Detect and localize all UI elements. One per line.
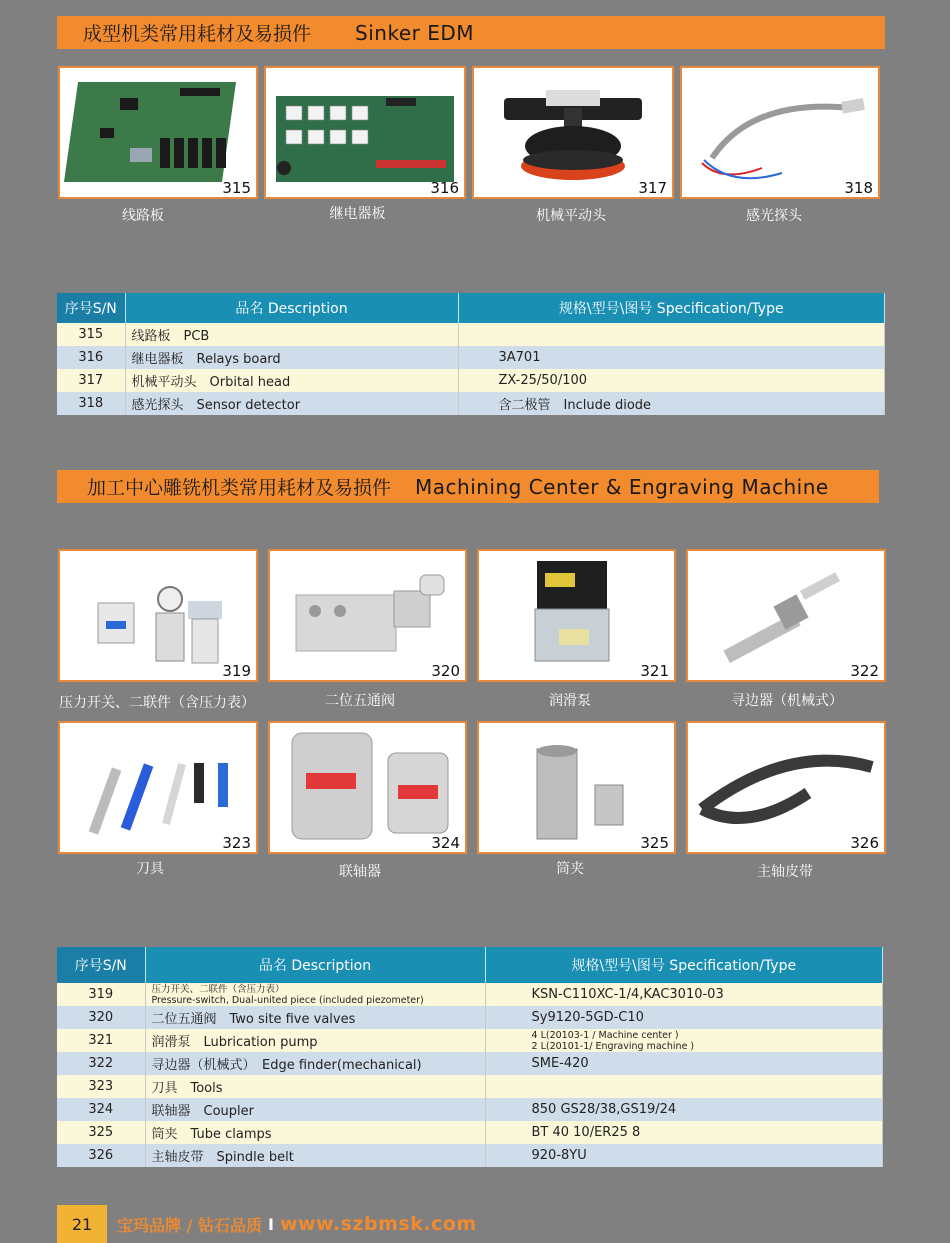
table-row bbox=[57, 369, 885, 392]
row-sn: 318 bbox=[57, 392, 125, 415]
table-row bbox=[57, 1075, 883, 1098]
product-photo-edge-finder bbox=[686, 549, 886, 682]
row-sn: 323 bbox=[57, 1075, 145, 1098]
row-sn: 321 bbox=[57, 1029, 145, 1052]
row-specification: 含二极管 Include diode bbox=[458, 392, 885, 415]
section-title-en: Machining Center & Engraving Machine bbox=[415, 474, 829, 499]
row-description-en: Pressure-switch, Dual-united piece (included piezometer) bbox=[151, 994, 424, 1006]
product-caption: 寻边器（机械式） bbox=[731, 693, 843, 709]
item-number: 316 bbox=[430, 179, 459, 197]
product-photo-sensor-detector bbox=[680, 66, 880, 199]
product-caption: 机械平动头 bbox=[536, 208, 606, 224]
product-photo-coupler bbox=[268, 721, 467, 854]
row-specification bbox=[458, 323, 885, 346]
product-caption: 继电器板 bbox=[329, 206, 386, 222]
item-number: 320 bbox=[431, 662, 460, 680]
product-photo-pressure-switch bbox=[58, 549, 258, 682]
column-header-specification: 规格\型号\图号 Specification/Type bbox=[485, 947, 883, 983]
table-row bbox=[57, 346, 885, 369]
row-sn: 320 bbox=[57, 1006, 145, 1029]
row-specification: Sy9120-5GD-C10 bbox=[485, 1006, 883, 1029]
item-number: 321 bbox=[640, 662, 669, 680]
product-caption: 感光探头 bbox=[746, 208, 802, 224]
table-row bbox=[57, 323, 885, 346]
table-row bbox=[57, 392, 885, 415]
product-photo-pcb bbox=[58, 66, 258, 199]
section-title-zh: 加工中心雕铣机类常用耗材及易损件 bbox=[87, 477, 392, 499]
row-sn: 325 bbox=[57, 1121, 145, 1144]
row-sn: 322 bbox=[57, 1052, 145, 1075]
table-row bbox=[57, 1052, 883, 1075]
product-caption: 主轴皮带 bbox=[757, 864, 813, 880]
spec-table-sinker-edm bbox=[57, 293, 885, 415]
row-description: 机械平动头 Orbital head bbox=[125, 369, 458, 392]
page-number: 21 bbox=[57, 1205, 107, 1243]
product-photo-five-way-valve bbox=[268, 549, 467, 682]
item-number: 317 bbox=[638, 179, 667, 197]
row-description: 筒夹 Tube clamps bbox=[145, 1121, 485, 1144]
row-description: 继电器板 Relays board bbox=[125, 346, 458, 369]
product-photo-lubrication-pump bbox=[477, 549, 676, 682]
row-sn: 326 bbox=[57, 1144, 145, 1167]
product-caption: 刀具 bbox=[136, 861, 164, 877]
column-header-sn: 序号S/N bbox=[57, 947, 145, 983]
row-sn: 324 bbox=[57, 1098, 145, 1121]
product-caption: 线路板 bbox=[122, 208, 164, 224]
section-banner-machining-center bbox=[57, 470, 879, 503]
product-photo-relays-board bbox=[264, 66, 466, 199]
website-url[interactable]: www.szbmsk.com bbox=[279, 1213, 477, 1235]
column-header-description: 品名 Description bbox=[125, 293, 458, 323]
row-description: 主轴皮带 Spindle belt bbox=[145, 1144, 485, 1167]
item-number: 322 bbox=[850, 662, 879, 680]
item-number: 323 bbox=[222, 834, 251, 852]
page-footer bbox=[57, 1205, 477, 1243]
item-number: 324 bbox=[431, 834, 460, 852]
row-description: 二位五通阀 Two site five valves bbox=[145, 1006, 485, 1029]
product-photo-tube-clamps bbox=[477, 721, 676, 854]
row-sn: 319 bbox=[57, 983, 145, 1006]
row-specification: ZX-25/50/100 bbox=[458, 369, 885, 392]
row-description: 感光探头 Sensor detector bbox=[125, 392, 458, 415]
row-specification: KSN-C110XC-1/4,KAC3010-03 bbox=[485, 983, 883, 1006]
product-caption: 筒夹 bbox=[556, 861, 584, 877]
item-number: 315 bbox=[222, 179, 251, 197]
row-specification-line: 2 L(20101-1/ Engraving machine ) bbox=[531, 1040, 695, 1052]
row-description bbox=[145, 983, 485, 1006]
item-number: 319 bbox=[222, 662, 251, 680]
row-specification: 3A701 bbox=[458, 346, 885, 369]
row-sn: 317 bbox=[57, 369, 125, 392]
spec-table-machining-center bbox=[57, 947, 883, 1167]
column-header-description: 品名 Description bbox=[145, 947, 485, 983]
row-description: 线路板 PCB bbox=[125, 323, 458, 346]
table-row bbox=[57, 1121, 883, 1144]
footer-separator: I bbox=[268, 1214, 274, 1234]
section-title-zh: 成型机类常用耗材及易损件 bbox=[83, 23, 312, 45]
row-specification: 850 GS28/38,GS19/24 bbox=[485, 1098, 883, 1121]
product-caption: 联轴器 bbox=[339, 864, 381, 880]
product-photo-tools bbox=[58, 721, 258, 854]
row-description-zh: 压力开关、二联件（含压力表） bbox=[151, 983, 285, 995]
row-specification bbox=[485, 1029, 883, 1052]
item-number: 325 bbox=[640, 834, 669, 852]
table-row bbox=[57, 983, 883, 1006]
column-header-sn: 序号S/N bbox=[57, 293, 125, 323]
row-specification-line: 4 L(20103-1 / Machine center ) bbox=[531, 1029, 679, 1041]
section-title-en: Sinker EDM bbox=[355, 20, 474, 45]
table-row bbox=[57, 1144, 883, 1167]
item-number: 326 bbox=[850, 834, 879, 852]
row-sn: 316 bbox=[57, 346, 125, 369]
row-specification: SME-420 bbox=[485, 1052, 883, 1075]
product-caption: 润滑泵 bbox=[549, 693, 591, 709]
product-photo-orbital-head bbox=[472, 66, 674, 199]
product-caption: 压力开关、二联件（含压力表） bbox=[59, 695, 255, 711]
row-description: 联轴器 Coupler bbox=[145, 1098, 485, 1121]
table-row bbox=[57, 1098, 883, 1121]
section-banner-sinker-edm bbox=[57, 16, 885, 49]
row-description: 润滑泵 Lubrication pump bbox=[145, 1029, 485, 1052]
row-specification bbox=[485, 1075, 883, 1098]
row-description: 寻边器（机械式） Edge finder(mechanical) bbox=[145, 1052, 485, 1075]
brand-slogan: 宝玛品牌 / 钻石品质 bbox=[117, 1215, 262, 1235]
table-row bbox=[57, 1006, 883, 1029]
table-row bbox=[57, 1029, 883, 1052]
product-caption: 二位五通阀 bbox=[325, 693, 395, 709]
item-number: 318 bbox=[844, 179, 873, 197]
row-sn: 315 bbox=[57, 323, 125, 346]
product-photo-spindle-belt bbox=[686, 721, 886, 854]
row-specification: 920-8YU bbox=[485, 1144, 883, 1167]
row-specification: BT 40 10/ER25 8 bbox=[485, 1121, 883, 1144]
column-header-specification: 规格\型号\图号 Specification/Type bbox=[458, 293, 885, 323]
row-description: 刀具 Tools bbox=[145, 1075, 485, 1098]
